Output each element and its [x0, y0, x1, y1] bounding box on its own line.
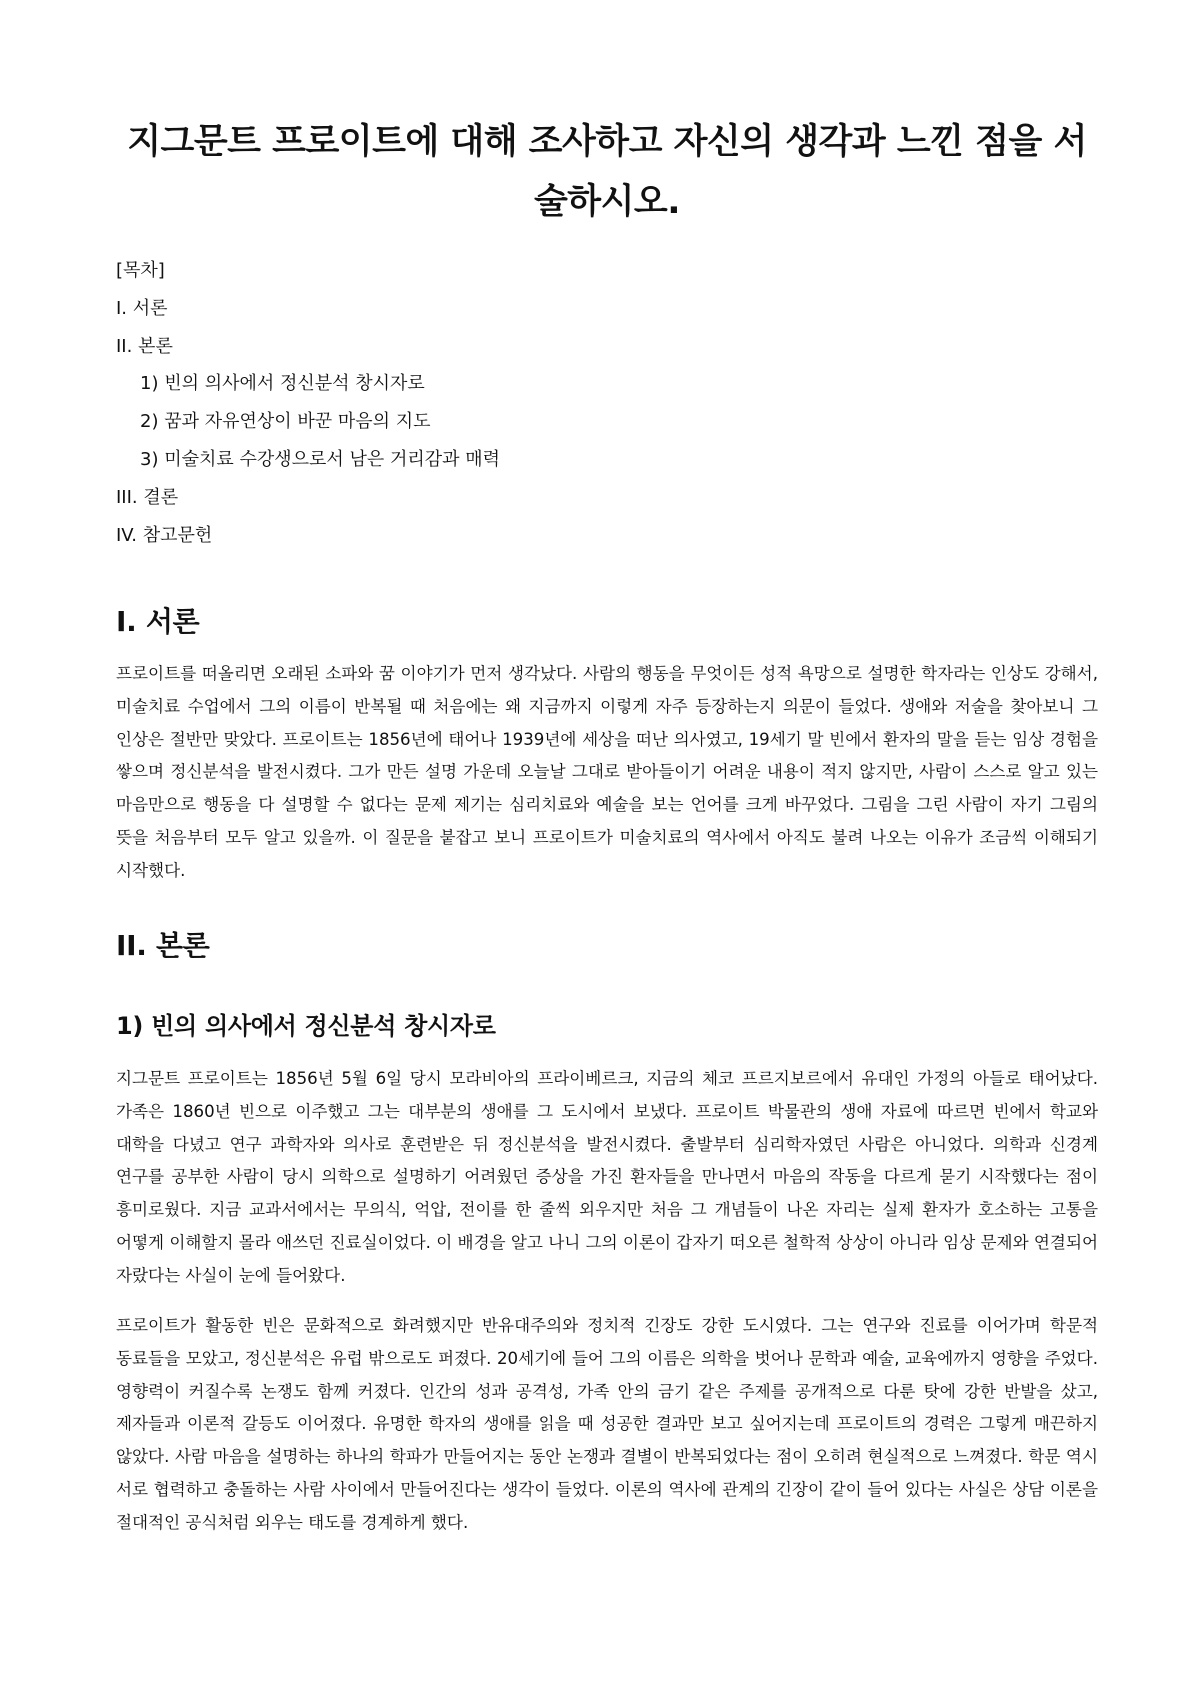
section-heading-intro: I. 서론: [116, 605, 200, 638]
subsection-heading-1: 1) 빈의 의사에서 정신분석 창시자로: [116, 1012, 496, 1040]
toc-item-conclusion: III. 결론: [116, 486, 179, 508]
document-title: 지그문트 프로이트에 대해 조사하고 자신의 생각과 느낀 점을 서술하시오.: [127, 122, 1087, 222]
section-heading-body: II. 본론: [116, 929, 210, 962]
toc-item-body-3: 3) 미술치료 수강생으로서 남은 거리감과 매력: [140, 448, 501, 470]
toc-item-body-1: 1) 빈의 의사에서 정신분석 창시자로: [140, 373, 425, 395]
intro-paragraph: 프로이트를 떠올리면 오래된 소파와 꿈 이야기가 먼저 생각났다. 사람의 행동을 무엇이든 성적 욕망으로 설명한 학자라는 인상도 강해서, 미술치료 수업에서 그의 이름이 반복될 때 처음에는 왜 지금까지 이렇게 자주 등장하는지 의문이 들었다. 생애와 저술을 찾아보니 그 인상은 절반만 맞았다. 프로이트는 1856년에 태어나 1939년에 세상을 떠난 의사였고, 19세기 말 빈에서 환자의 말을 듣는 임상 경험을 쌓으며 정신분석을 발전시켰다. 그가 만든 설명 가운데 오늘날 그대로 받아들이기 어려운 내용이 적지 않지만, 사람이 스스로 알고 있는 마음만으로 행동을 다 설명할 수 없다는 문제 제기는 심리치료와 예술을 보는 언어를 크게 바꾸었다. 그림을 그린 사람이 자기 그림의 뜻을 처음부터 모두 알고 있을까. 이 질문을 붙잡고 보니 프로이트가 미술치료의 역사에서 아직도 불려 나오는 이유가 조금씩 이해되기 시작했다.: [116, 664, 1098, 880]
subsection-1-paragraph-2: 프로이트가 활동한 빈은 문화적으로 화려했지만 반유대주의와 정치적 긴장도 강한 도시였다. 그는 연구와 진료를 이어가며 학문적 동료들을 모았고, 정신분석은 유럽 밖으로도 퍼졌다. 20세기에 들어 그의 이름은 의학을 벗어나 문학과 예술, 교육에까지 영향을 주었다. 영향력이 커질수록 논쟁도 함께 커졌다. 인간의 성과 공격성, 가족 안의 금기 같은 주제를 공개적으로 다룬 탓에 강한 반발을 샀고, 제자들과 이론적 갈등도 이어졌다. 유명한 학자의 생애를 읽을 때 성공한 결과만 보고 싶어지는데 프로이트의 경력은 그렇게 매끈하지 않았다. 사람 마음을 설명하는 하나의 학파가 만들어지는 동안 논쟁과 결별이 반복되었다는 점이 오히려 현실적으로 느껴졌다. 학문 역시 서로 협력하고 충돌하는 사람 사이에서 만들어진다는 생각이 들었다. 이론의 역사에 관계의 긴장이 같이 들어 있다는 사실은 상담 이론을 절대적인 공식처럼 외우는 태도를 경계하게 했다.: [116, 1316, 1098, 1532]
toc-item-body-2: 2) 꿈과 자유연상이 바꾼 마음의 지도: [140, 411, 431, 433]
toc-item-references: IV. 참고문헌: [116, 524, 213, 546]
subsection-1-paragraph-1: 지그문트 프로이트는 1856년 5월 6일 당시 모라비아의 프라이베르크, 지금의 체코 프르지보르에서 유대인 가정의 아들로 태어났다. 가족은 1860년 빈으로 이주했고 그는 대부분의 생애를 그 도시에서 보냈다. 프로이트 박물관의 생애 자료에 따르면 빈에서 학교와 대학을 다녔고 연구 과학자와 의사로 훈련받은 뒤 정신분석을 발전시켰다. 출발부터 심리학자였던 사람은 아니었다. 의학과 신경계 연구를 공부한 사람이 당시 의학으로 설명하기 어려웠던 증상을 가진 환자들을 만나면서 마음의 작동을 다르게 묻기 시작했다는 점이 흥미로웠다. 지금 교과서에서는 무의식, 억압, 전이를 한 줄씩 외우지만 처음 그 개념들이 나온 자리는 실제 환자가 호소하는 고통을 어떻게 이해할지 몰라 애쓰던 진료실이었다. 이 배경을 알고 나니 그의 이론이 갑자기 떠오른 철학적 상상이 아니라 임상 문제와 연결되어 자랐다는 사실이 눈에 들어왔다.: [116, 1069, 1098, 1285]
toc-item-body: II. 본론: [116, 335, 173, 357]
toc-item-intro: I. 서론: [116, 297, 168, 319]
table-of-contents: [116, 252, 1098, 554]
toc-heading: [목차]: [116, 260, 165, 281]
